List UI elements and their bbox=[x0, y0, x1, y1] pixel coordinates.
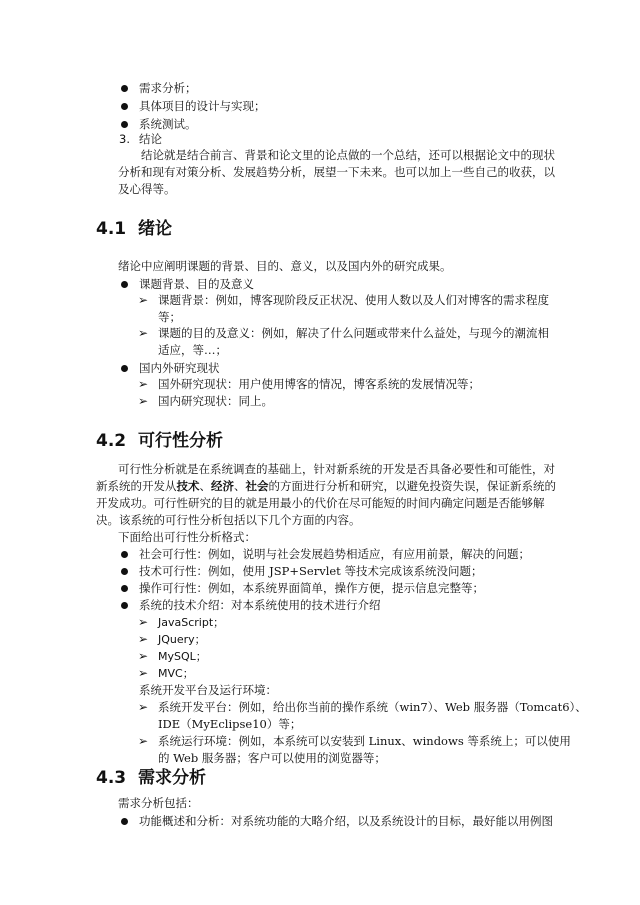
paragraph-line: 可行性分析就是在系统调查的基础上，针对新系统的开发是否具备必要性和可能性，对 bbox=[118, 462, 555, 476]
arrow-bullet-icon: ➢ bbox=[138, 734, 149, 748]
separator: 、 bbox=[199, 479, 211, 493]
sub-item-line: IDE（MyEclipse10）等； bbox=[158, 717, 302, 731]
sub-item-line: 适应，等…； bbox=[158, 343, 227, 357]
list-item: 课题背景、目的及意义 bbox=[139, 277, 254, 291]
list-item: 操作可行性：例如，本系统界面简单，操作方便，提示信息完整等； bbox=[139, 581, 484, 595]
sub-item-line: 系统开发平台：例如，给出你当前的操作系统（win7）、Web 服务器（Tomcat6）、 bbox=[158, 700, 587, 714]
conclusion-paragraph-line: 分析和现有对策分析、发展趋势分析，展望一下未来。也可以加上一些自己的收获，以 bbox=[118, 165, 555, 179]
section-intro: 需求分析包括： bbox=[118, 796, 199, 810]
arrow-bullet-icon: ➢ bbox=[138, 666, 149, 680]
conclusion-paragraph-line: 及心得等。 bbox=[118, 182, 176, 196]
bullet-icon bbox=[121, 281, 128, 288]
bullet-icon bbox=[121, 602, 128, 609]
platform-label: 系统开发平台及运行环境： bbox=[139, 683, 277, 697]
list-item: 技术可行性：例如，使用 JSP+Servlet 等技术完成该系统没问题； bbox=[139, 564, 483, 578]
paragraph-text: 的方面进行分析和研究，以避免投资失误，保证新系统的 bbox=[268, 479, 556, 493]
separator: 、 bbox=[234, 479, 246, 493]
section-number: 4.2 bbox=[96, 431, 127, 451]
paragraph-text: 新系统的开发从 bbox=[96, 479, 177, 493]
section-number: 4.3 bbox=[96, 768, 127, 788]
sub-item-line: 系统运行环境：例如，本系统可以安装到 Linux、windows 等系统上；可以使用 bbox=[158, 734, 571, 748]
section-title: 绪论 bbox=[138, 219, 172, 239]
sub-item-line: 课题背景：例如，博客现阶段反正状况、使用人数以及人们对博客的需求程度 bbox=[158, 293, 549, 307]
arrow-bullet-icon: ➢ bbox=[138, 632, 149, 646]
section-intro: 绪论中应阐明课题的背景、目的、意义，以及国内外的研究成果。 bbox=[118, 259, 452, 273]
keyword-technology: 技术 bbox=[176, 479, 200, 493]
bullet-icon bbox=[121, 121, 128, 128]
tech-item: MVC； bbox=[158, 667, 194, 680]
paragraph-line bbox=[96, 478, 556, 495]
list-item: 国内外研究现状 bbox=[139, 361, 220, 375]
sub-item-line: 国内研究现状：同上。 bbox=[158, 394, 273, 408]
list-item: 系统的技术介绍：对本系统使用的技术进行介绍 bbox=[139, 598, 381, 612]
tech-item: JQuery； bbox=[158, 633, 206, 646]
conclusion-number: 3. bbox=[119, 132, 130, 146]
bullet-icon bbox=[121, 551, 128, 558]
arrow-bullet-icon: ➢ bbox=[138, 293, 149, 307]
list-item: 系统测试。 bbox=[139, 117, 197, 131]
section-heading-4-1 bbox=[96, 218, 172, 240]
bullet-icon bbox=[121, 85, 128, 92]
section-number: 4.1 bbox=[96, 219, 127, 239]
tech-item: MySQL； bbox=[158, 650, 207, 663]
bullet-icon bbox=[121, 103, 128, 110]
list-item: 需求分析； bbox=[139, 81, 197, 95]
paragraph-line: 决。该系统的可行性分析包括以下几个方面的内容。 bbox=[96, 513, 361, 527]
section-heading-4-2 bbox=[96, 430, 223, 452]
sub-item-line: 等； bbox=[158, 310, 181, 324]
keyword-society: 社会 bbox=[245, 479, 269, 493]
tech-item: JavaScript； bbox=[158, 616, 225, 629]
section-heading-4-3 bbox=[96, 767, 206, 789]
paragraph-line: 开发成功。可行性研究的目的就是用最小的代价在尽可能短的时间内确定问题是否能够解 bbox=[96, 496, 545, 510]
arrow-bullet-icon: ➢ bbox=[138, 615, 149, 629]
bullet-icon bbox=[121, 365, 128, 372]
bullet-icon bbox=[121, 585, 128, 592]
sub-item-line: 国外研究现状：用户使用博客的情况，博客系统的发展情况等； bbox=[158, 377, 480, 391]
keyword-economy: 经济 bbox=[211, 479, 234, 493]
arrow-bullet-icon: ➢ bbox=[138, 326, 149, 340]
conclusion-title: 结论 bbox=[139, 132, 162, 146]
paragraph-line: 下面给出可行性分析格式： bbox=[118, 530, 256, 544]
list-item: 具体项目的设计与实现； bbox=[139, 99, 266, 113]
section-title: 可行性分析 bbox=[138, 431, 223, 451]
sub-item-line: 的 Web 服务器；客户可以使用的浏览器等； bbox=[158, 751, 386, 765]
conclusion-paragraph-line: 结论就是结合前言、背景和论文里的论点做的一个总结，还可以根据论文中的现状 bbox=[141, 148, 555, 162]
bullet-icon bbox=[121, 568, 128, 575]
section-title: 需求分析 bbox=[138, 768, 206, 788]
bullet-icon bbox=[121, 818, 128, 825]
list-item: 功能概述和分析：对系统功能的大略介绍，以及系统设计的目标，最好能以用例图 bbox=[139, 814, 553, 828]
arrow-bullet-icon: ➢ bbox=[138, 394, 149, 408]
arrow-bullet-icon: ➢ bbox=[138, 377, 149, 391]
sub-item-line: 课题的目的及意义：例如，解决了什么问题或带来什么益处，与现今的潮流相 bbox=[158, 326, 549, 340]
arrow-bullet-icon: ➢ bbox=[138, 649, 149, 663]
list-item: 社会可行性：例如，说明与社会发展趋势相适应，有应用前景，解决的问题； bbox=[139, 547, 530, 561]
arrow-bullet-icon: ➢ bbox=[138, 700, 149, 714]
